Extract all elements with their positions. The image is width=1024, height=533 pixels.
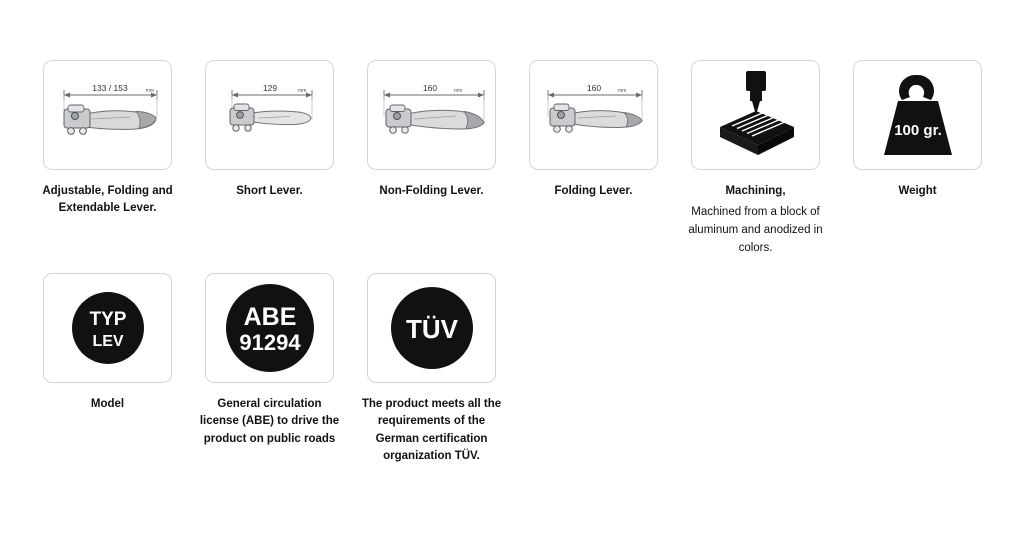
spec-item-non-folding-lever bbox=[366, 60, 497, 200]
spec-caption: Short Lever. bbox=[236, 185, 303, 197]
spec-item-abe-license bbox=[199, 273, 340, 448]
lever-diagram-box bbox=[205, 60, 334, 170]
spec-item-folding-lever bbox=[528, 60, 659, 200]
spec-item-machining bbox=[690, 60, 821, 258]
weight-label: 100 gr. bbox=[893, 122, 942, 139]
model-badge-box bbox=[43, 273, 172, 383]
badge-line1: TÜV bbox=[405, 314, 458, 344]
lever-diagram-box bbox=[43, 60, 172, 170]
spec-row-top bbox=[42, 60, 1014, 258]
machining-box bbox=[691, 60, 820, 170]
lever-diagram-box bbox=[529, 60, 658, 170]
weight-kettlebell-icon bbox=[858, 63, 978, 167]
badge-line1: TYP bbox=[89, 309, 126, 330]
dimension-label: 133 / 153 bbox=[92, 83, 128, 93]
dimension-unit: mm bbox=[298, 88, 307, 94]
dimension-label: 129 bbox=[262, 83, 278, 93]
spec-caption: Folding Lever. bbox=[554, 185, 633, 197]
lever-diagram-icon bbox=[206, 61, 333, 169]
spec-caption: Model bbox=[90, 398, 125, 410]
spec-caption: Non-Folding Lever. bbox=[379, 185, 484, 197]
spec-caption: General circulation license (ABE) to drive the product on public roads bbox=[199, 398, 340, 445]
tuv-badge-icon bbox=[372, 276, 492, 380]
lever-diagram-box bbox=[367, 60, 496, 170]
dimension-label: 160 bbox=[586, 83, 602, 93]
spec-item-weight bbox=[852, 60, 983, 200]
lever-diagram-icon bbox=[530, 61, 657, 169]
spec-caption: The product meets all the requirements of the German certification organization TÜV. bbox=[361, 398, 502, 462]
lever-diagram-icon bbox=[368, 61, 495, 169]
spec-row-bottom bbox=[42, 273, 528, 465]
badge-line2: LEV bbox=[91, 333, 124, 350]
spec-subcaption: Machined from a block of aluminum and anodized in colors. bbox=[688, 206, 823, 254]
dimension-unit: mm bbox=[454, 88, 463, 94]
spec-item-adjustable-folding-extendable-lever bbox=[42, 60, 173, 218]
dimension-label: 160 bbox=[422, 83, 438, 93]
dimension-unit: mm bbox=[618, 88, 627, 94]
spec-item-tuv-certification bbox=[361, 273, 502, 465]
spec-item-model bbox=[42, 273, 173, 413]
spec-caption: Adjustable, Folding and Extendable Lever. bbox=[42, 185, 173, 215]
tuv-badge-box bbox=[367, 273, 496, 383]
badge-line2: 91294 bbox=[238, 330, 301, 355]
cnc-machining-icon bbox=[696, 63, 816, 167]
badge-line1: ABE bbox=[243, 303, 296, 331]
lever-diagram-icon bbox=[44, 61, 171, 169]
abe-badge-box bbox=[205, 273, 334, 383]
weight-box bbox=[853, 60, 982, 170]
dimension-unit: mm bbox=[145, 88, 154, 94]
abe-badge-icon bbox=[210, 276, 330, 380]
type-lev-badge-icon bbox=[48, 276, 168, 380]
spec-caption: Weight bbox=[898, 185, 937, 197]
spec-item-short-lever bbox=[204, 60, 335, 200]
spec-caption: Machining, bbox=[725, 185, 786, 197]
